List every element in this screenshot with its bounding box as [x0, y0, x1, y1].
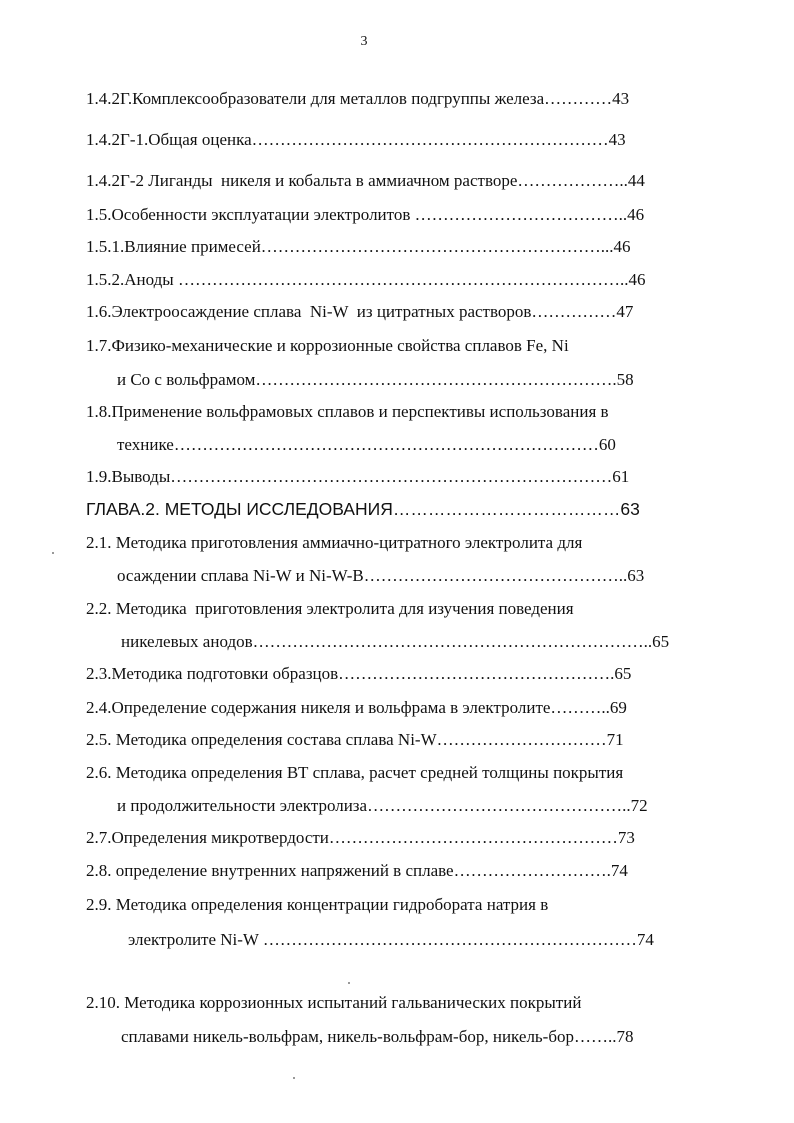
toc-entry-2-9: 2.9. Методика определения концентрации гидробората натрия в [86, 895, 549, 914]
toc-entry-1-5-1: 1.5.1.Влияние примесей……………………………………………………...46 [86, 237, 631, 256]
toc-entry-1-6: 1.6.Электроосаждение сплава Ni-W из цитратных растворов……………47 [86, 302, 634, 321]
toc-entry-1-4-2g-2: 1.4.2Г-2 Лиганды никеля и кобальта в аммиачном растворе………………..44 [86, 171, 645, 190]
toc-entry-1-4-2g: 1.4.2Г.Комплексообразователи для металлов подгруппы железа…………43 [86, 89, 630, 108]
toc-entry-1-7: 1.7.Физико-механические и коррозионные свойства сплавов Fe, Ni [86, 336, 569, 355]
scan-speck [348, 982, 350, 984]
scan-speck [52, 552, 54, 554]
toc-entry-2-4: 2.4.Определение содержания никеля и вольфрама в электролите………..69 [86, 698, 627, 717]
toc-entry-2-6: 2.6. Методика определения ВТ сплава, расчет средней толщины покрытия [86, 763, 624, 782]
toc-entry-2-1: 2.1. Методика приготовления аммиачно-цитратного электролита для [86, 533, 583, 552]
toc-entry-2-1-cont: осаждении сплава Ni-W и Ni-W-B………………………………………..63 [117, 566, 645, 585]
scan-speck [293, 1077, 295, 1079]
toc-entry-1-7-cont: и Co с вольфрамом……………………………………………………….58 [117, 370, 634, 389]
toc-entry-2-9-cont: электролите Ni-W …………………………………………………………74 [128, 930, 654, 949]
toc-entry-1-9: 1.9.Выводы……………………………………………………………………61 [86, 467, 630, 486]
toc-entry-1-8: 1.8.Применение вольфрамовых сплавов и перспективы использования в [86, 402, 609, 421]
toc-entry-1-5-2: 1.5.2.Аноды ……………………………………………………………………..46 [86, 270, 646, 289]
page-number: 3 [360, 34, 368, 49]
chapter-2-heading: ГЛАВА.2. МЕТОДЫ ИССЛЕДОВАНИЯ…………………………………63 [86, 499, 640, 519]
toc-entry-2-3: 2.3.Методика подготовки образцов………………………………………….65 [86, 664, 632, 683]
toc-entry-1-5: 1.5.Особенности эксплуатации электролитов ………………………………..46 [86, 205, 645, 224]
toc-entry-2-7: 2.7.Определения микротвердости……………………………………………73 [86, 828, 635, 847]
toc-entry-2-8: 2.8. определение внутренних напряжений в сплаве……………………….74 [86, 861, 628, 880]
toc-entry-2-10-cont: сплавами никель-вольфрам, никель-вольфрам-бор, никель-бор……..78 [121, 1027, 634, 1046]
toc-entry-2-2: 2.2. Методика приготовления электролита для изучения поведения [86, 599, 574, 618]
toc-entry-2-6-cont: и продолжительности электролиза………………………………………..72 [117, 796, 648, 815]
toc-entry-2-5: 2.5. Методика определения состава сплава Ni-W…………………………71 [86, 730, 624, 749]
toc-entry-2-10: 2.10. Методика коррозионных испытаний гальванических покрытий [86, 993, 582, 1012]
toc-entry-2-2-cont: никелевых анодов……………………………………………………………..65 [121, 632, 670, 651]
toc-entry-1-8-cont: технике…………………………………………………………………60 [117, 435, 616, 454]
toc-entry-1-4-2g-1: 1.4.2Г-1.Общая оценка………………………………………………………43 [86, 130, 626, 149]
